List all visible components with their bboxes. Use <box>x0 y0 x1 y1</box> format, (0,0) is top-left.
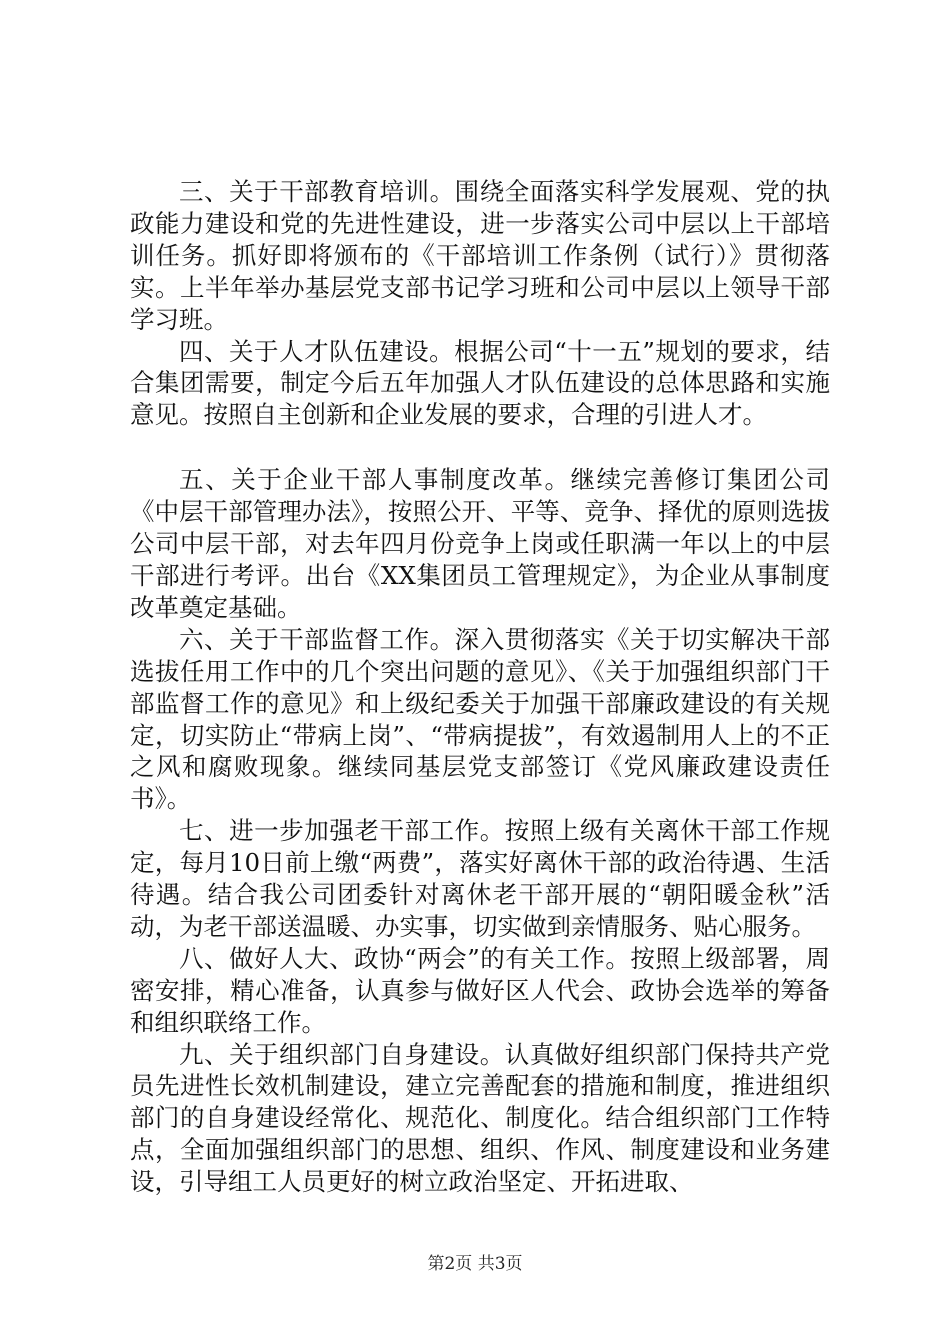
paragraph-self-building: 九、关于组织部门自身建设。认真做好组织部门保持共产党员先进性长效机制建设，建立完善配套的措施和制度，推进组织部门的自身建设经常化、规范化、制度化。结合组织部门工作特点，全面加强组织部门的思想、组织、作风、制度建设和业务建设，引导组工人员更好的树立政治坚定、开拓进取、 <box>130 1039 830 1197</box>
page-footer: 第2页 共3页 <box>427 1254 523 1274</box>
document-body <box>130 176 830 1198</box>
paragraph-personnel-reform: 五、关于企业干部人事制度改革。继续完善修订集团公司《中层干部管理办法》，按照公开、平等、竞争、择优的原则选拔公司中层干部，对去年四月份竞争上岗或任职满一年以上的中层干部进行考评。出台《XX集团员工管理规定》，为企业从事制度改革奠定基础。 <box>130 465 830 622</box>
paragraph-cadre-training: 三、关于干部教育培训。围绕全面落实科学发展观、党的执政能力建设和党的先进性建设，进一步落实公司中层以上干部培训任务。抓好即将颁布的《干部培训工作条例（试行）》贯彻落实。上半年举办基层党支部书记学习班和公司中层以上领导干部学习班。 <box>130 177 830 334</box>
paragraph-talent-team: 四、关于人才队伍建设。根据公司“十一五”规划的要求，结合集团需要，制定今后五年加强人才队伍建设的总体思路和实施意见。按照自主创新和企业发展的要求，合理的引进人才。 <box>130 336 830 430</box>
paragraph-veteran-cadres: 七、进一步加强老干部工作。按照上级有关离休干部工作规定，每月10日前上缴“两费”，落实好离休干部的政治待遇、生活待遇。结合我公司团委针对离休老干部开展的“朝阳暖金秋”活动，为老干部送温暖、办实事，切实做到亲情服务、贴心服务。 <box>130 816 830 941</box>
paragraph-cadre-supervision: 六、关于干部监督工作。深入贯彻落实《关于切实解决干部选拔任用工作中的几个突出问题的意见》、《关于加强组织部门干部监督工作的意见》和上级纪委关于加强干部廉政建设的有关规定，切实防止“带病上岗”、“带病提拔”，有效遏制用人上的不正之风和腐败现象。继续同基层党支部签订《党风廉政建设责任书》。 <box>130 624 830 814</box>
paragraph-two-sessions: 八、做好人大、政协“两会”的有关工作。按照上级部署，周密安排，精心准备，认真参与做好区人代会、政协会选举的筹备和组织联络工作。 <box>130 943 830 1037</box>
